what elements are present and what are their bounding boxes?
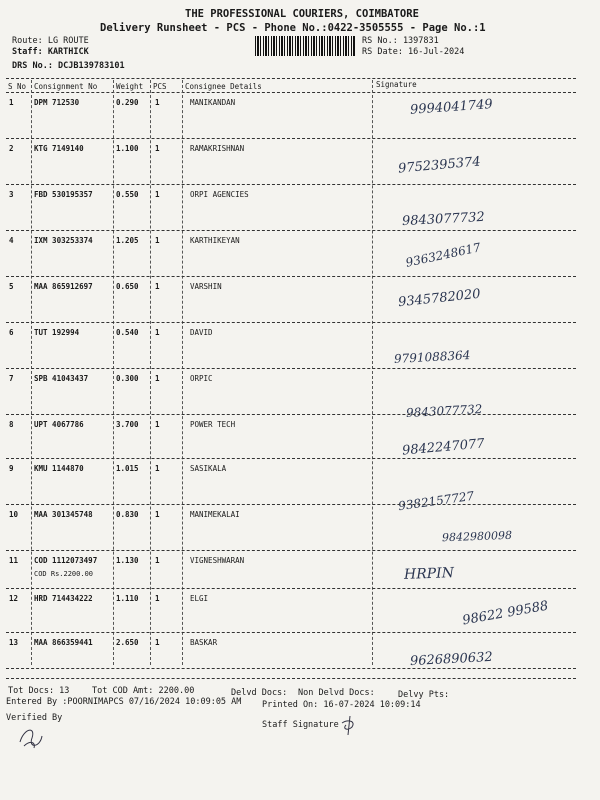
row-pcs: 1	[155, 236, 160, 245]
row-consignment: MAA 866359441	[34, 638, 93, 647]
row-sno: 8	[9, 420, 14, 429]
row-consignee: VARSHIN	[190, 282, 222, 291]
row-consignee: KARTHIKEYAN	[190, 236, 240, 245]
row-consignee: MANIMEKALAI	[190, 510, 240, 519]
row-weight: 2.650	[116, 638, 139, 647]
row-handwritten-signature: 9994041749	[409, 97, 494, 118]
row-consignment: KMU 1144870	[34, 464, 84, 473]
row-consignment: KTG 7149140	[34, 144, 84, 153]
row-handwritten-signature: 9843077732	[405, 402, 483, 420]
verifier-signature-scribble	[14, 722, 48, 752]
col-divider	[113, 80, 114, 665]
col-signature: Signature	[376, 80, 417, 89]
col-divider	[372, 80, 373, 665]
col-consignee: Consignee Details	[185, 82, 262, 91]
row-consignee: MANIKANDAN	[190, 98, 236, 107]
route-label: Route: LG ROUTE	[12, 36, 89, 46]
tot-docs: Tot Docs: 13	[8, 686, 70, 696]
row-handwritten-signature: 9843077732	[401, 209, 486, 230]
row-pcs: 1	[155, 420, 160, 429]
delvd-docs: Delvd Docs:	[231, 688, 288, 698]
row-consignment: MAA 865912697	[34, 282, 93, 291]
row-consignee: ORPI AGENCIES	[190, 190, 249, 199]
row-sno: 6	[9, 328, 14, 337]
row-handwritten-signature: 9363248617	[404, 240, 482, 270]
col-pcs: PCS	[153, 82, 167, 91]
row-consignment: HRD 714434222	[34, 594, 93, 603]
row-weight: 0.650	[116, 282, 139, 291]
row-pcs: 1	[155, 282, 160, 291]
row-handwritten-signature: 9842247077	[401, 436, 486, 459]
row-weight: 1.205	[116, 236, 139, 245]
row-divider	[6, 588, 576, 589]
row-divider	[6, 504, 576, 505]
non-delvd-docs: Non Delvd Docs:	[298, 688, 375, 698]
footer-rule	[6, 678, 576, 679]
row-sno: 10	[9, 510, 19, 519]
runsheet-subtitle: Delivery Runsheet - PCS - Phone No.:0422-3505555 - Page No.:1	[100, 22, 486, 34]
printed-on: Printed On: 16-07-2024 10:09:14	[262, 700, 421, 710]
row-pcs: 1	[155, 510, 160, 519]
row-cod-amount: COD Rs.2200.00	[34, 570, 94, 578]
row-consignment: MAA 301345748	[34, 510, 93, 519]
row-weight: 0.290	[116, 98, 139, 107]
row-weight: 1.100	[116, 144, 139, 153]
row-weight: 0.540	[116, 328, 139, 337]
row-sno: 3	[9, 190, 14, 199]
col-divider	[182, 80, 183, 665]
header-bottom-rule	[6, 92, 576, 93]
row-weight: 1.130	[116, 556, 139, 565]
row-divider	[6, 368, 576, 369]
row-consignment: FBD 530195357	[34, 190, 93, 199]
row-consignee: ELGI	[190, 594, 209, 603]
delvy-pts: Delvy Pts:	[398, 690, 450, 700]
row-handwritten-signature: 9382157727	[397, 488, 475, 514]
col-divider	[150, 80, 151, 665]
row-sno: 5	[9, 282, 14, 291]
rs-date: RS Date: 16-Jul-2024	[362, 47, 465, 57]
col-sno: S No	[8, 82, 27, 91]
row-consignee: VIGNESHWARAN	[190, 556, 245, 565]
row-pcs: 1	[155, 328, 160, 337]
row-weight: 1.110	[116, 594, 139, 603]
row-consignment: SPB 41043437	[34, 374, 89, 383]
row-pcs: 1	[155, 98, 160, 107]
row-divider	[6, 138, 576, 139]
row-pcs: 1	[155, 594, 160, 603]
row-handwritten-signature: HRPIN	[403, 565, 455, 583]
row-consignment: IXM 303253374	[34, 236, 93, 245]
row-handwritten-signature: 9752395374	[397, 154, 482, 177]
row-divider	[6, 414, 576, 415]
row-handwritten-signature: 9626890632	[409, 649, 494, 670]
row-sno: 12	[9, 594, 19, 603]
entered-by: Entered By :POORNIMAPCS 07/16/2024 10:09:05 AM	[6, 697, 242, 707]
row-divider	[6, 458, 576, 459]
row-sno: 4	[9, 236, 14, 245]
verified-by: Verified By	[6, 713, 63, 723]
row-divider	[6, 668, 576, 669]
row-weight: 1.015	[116, 464, 139, 473]
row-pcs: 1	[155, 638, 160, 647]
row-consignment: COD 1112073497	[34, 556, 98, 565]
staff-label: Staff: KARTHICK	[12, 47, 89, 57]
row-consignment: UPT 4067786	[34, 420, 84, 429]
rs-number: RS No.: 1397831	[362, 36, 439, 46]
col-consignment: Consignment No	[34, 82, 98, 91]
row-sno: 11	[9, 556, 19, 565]
row-sno: 9	[9, 464, 14, 473]
row-sno: 2	[9, 144, 14, 153]
row-pcs: 1	[155, 556, 160, 565]
row-consignee: POWER TECH	[190, 420, 236, 429]
col-weight: Weight	[116, 82, 144, 91]
tot-cod: Tot COD Amt: 2200.00	[92, 686, 195, 696]
row-weight: 0.300	[116, 374, 139, 383]
row-pcs: 1	[155, 190, 160, 199]
row-weight: 0.830	[116, 510, 139, 519]
row-divider	[6, 632, 576, 633]
row-sno: 1	[9, 98, 14, 107]
drs-number: DRS No.: DCJB139783101	[12, 61, 125, 71]
row-consignee: BASKAR	[190, 638, 218, 647]
row-pcs: 1	[155, 144, 160, 153]
row-handwritten-signature: 9345782020	[397, 286, 482, 311]
row-divider	[6, 550, 576, 551]
row-consignee: DAVID	[190, 328, 213, 337]
row-sno: 13	[9, 638, 19, 647]
row-divider	[6, 230, 576, 231]
row-handwritten-signature: 9791088364	[393, 348, 471, 366]
row-divider	[6, 322, 576, 323]
row-weight: 0.550	[116, 190, 139, 199]
row-divider	[6, 276, 576, 277]
header-top-rule	[6, 78, 576, 79]
row-consignee: ORPIC	[190, 374, 213, 383]
company-title: THE PROFESSIONAL COURIERS, COIMBATORE	[185, 8, 419, 20]
row-consignment: DPM 712530	[34, 98, 80, 107]
row-handwritten-signature: 9842980098	[441, 528, 513, 545]
row-divider	[6, 184, 576, 185]
row-consignment: TUT 192994	[34, 328, 80, 337]
staff-signature-scribble	[338, 713, 360, 739]
row-consignee: RAMAKRISHNAN	[190, 144, 245, 153]
row-consignee: SASIKALA	[190, 464, 227, 473]
row-sno: 7	[9, 374, 14, 383]
col-divider	[31, 80, 32, 665]
barcode	[255, 36, 355, 56]
row-weight: 3.700	[116, 420, 139, 429]
staff-signature-label: Staff Signature	[262, 720, 339, 730]
row-pcs: 1	[155, 464, 160, 473]
row-pcs: 1	[155, 374, 160, 383]
row-handwritten-signature: 98622 99588	[461, 598, 550, 629]
